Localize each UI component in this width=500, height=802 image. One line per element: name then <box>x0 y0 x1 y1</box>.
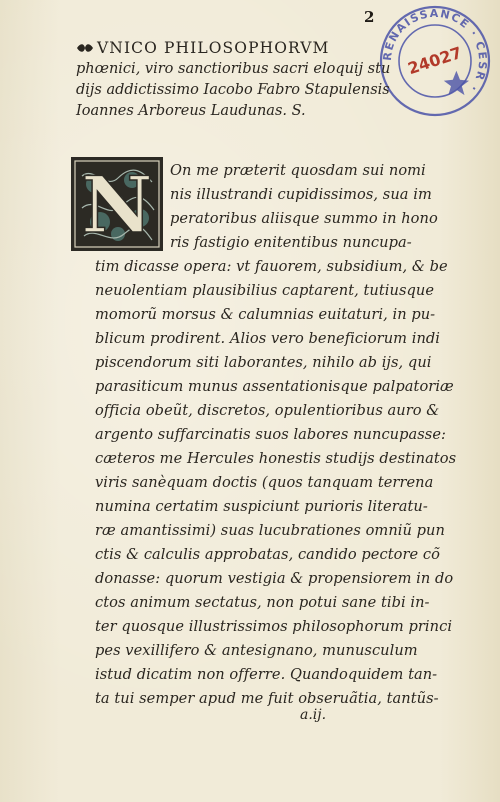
body-line-22: istud dicatim non offerre. Quandoquidem tan- <box>95 666 438 683</box>
body-line-15: numina certatim suspiciunt purioris literatu- <box>95 498 428 515</box>
decorated-initial-icon <box>70 156 164 252</box>
fleuron-icon <box>76 42 94 54</box>
body-line-11: officia obeũt, discretos, opulentioribus auro & <box>95 402 440 419</box>
page-number: 2 <box>364 8 375 26</box>
body-line-10: parasiticum munus assentationisque palpatoriæ <box>95 378 454 395</box>
stamp-ring-text: RENAISSANCE · CESR · <box>380 6 490 96</box>
body-line-14: viris sanèquam doctis (quos tanquam terrena <box>95 474 434 491</box>
body-line-6: neuolentiam plausibilius captarent, tutiusque <box>95 282 435 299</box>
body-line-13: cæteros me Hercules honestis studijs destinatos <box>95 450 457 467</box>
body-line-16: ræ amantissimi) suas lucubrationes omniũ pun <box>95 522 445 539</box>
heading-line-1: VNICO PHILOSOPHORVM <box>76 38 406 59</box>
body-line-2: nis illustrandi cupidissimos, sua im <box>170 186 432 203</box>
body-line-21: pes vexillifero & antesignano, munusculum <box>95 642 418 659</box>
body-line-20: ter quosque illustrissimos philosophorum princi <box>95 618 453 635</box>
body-line-5: tim dicasse opera: vt fauorem, subsidium, & be <box>95 258 448 275</box>
initial-letter: N <box>81 160 153 251</box>
heading-line-4: Ioannes Arboreus Laudunas. S. <box>76 103 306 119</box>
body-line-19: ctos animum sectatus, non potui sane tibi in- <box>95 594 430 611</box>
body-line-9: piscendorum siti laborantes, nihilo ab ijs, qui <box>95 354 432 371</box>
stamp-number: 24027 <box>405 42 465 79</box>
signature-mark: a.ij. <box>300 707 327 723</box>
heading-line-2: phœnici, viro sanctioribus sacri eloquij stu <box>76 61 391 77</box>
body-line-12: argento suffarcinatis suos labores nuncupasse: <box>95 426 446 443</box>
body-line-8: blicum prodirent. Alios vero beneficiorum indi <box>95 330 441 347</box>
heading-line-3: dijs addictissimo Iacobo Fabro Stapulensis <box>76 82 390 98</box>
dedication-heading <box>76 38 406 122</box>
body-line-18: donasse: quorum vestigia & propensiorem in do <box>95 570 454 587</box>
body-line-23: ta tui semper apud me fuit obseruãtia, tantũs- <box>95 690 439 707</box>
body-line-4: ris fastigio enitentibus nuncupa- <box>170 234 412 251</box>
body-line-1: On me præterit quosdam sui nomi <box>170 162 426 179</box>
body-line-17: ctis & calculis approbatas, candido pectore cõ <box>95 546 440 563</box>
body-line-3: peratoribus aliisque summo in hono <box>170 210 438 227</box>
body-line-7: momorũ morsus & calumnias euitaturi, in pu- <box>95 306 436 323</box>
